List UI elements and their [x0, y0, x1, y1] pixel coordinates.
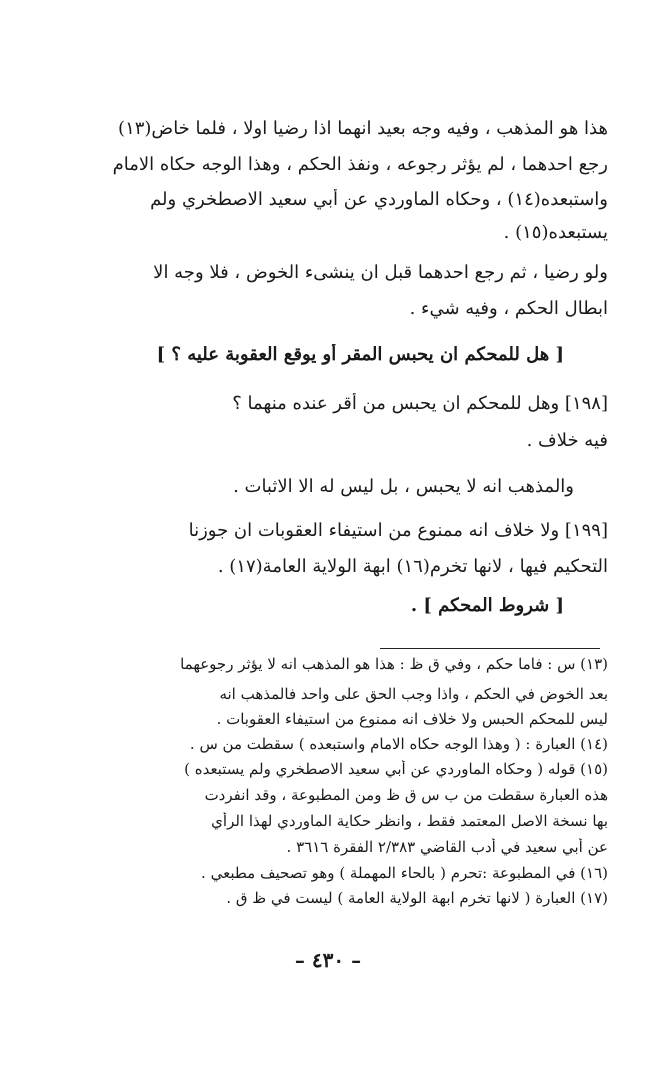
body-line: فيه خلاف . — [526, 430, 608, 451]
footnote-line: (١٤) العبارة : ( وهذا الوجه حكاه الامام واستبعده ) سقطت من س . — [189, 735, 608, 753]
body-line: واستبعده(١٤) ، وحكاه الماوردي عن أبي سعيد الاصطخري ولم — [150, 189, 608, 210]
body-line: [١٩٩] ولا خلاف انه ممنوع من استيفاء العقوبات ان جوزنا — [188, 520, 608, 541]
body-line: التحكيم فيها ، لانها تخرم(١٦) ابهة الولاية العامة(١٧) . — [217, 556, 608, 577]
body-line: ابطال الحكم ، وفيه شيء . — [409, 298, 608, 319]
footnote-line: هذه العبارة سقطت من ب س ق ظ ومن المطبوعة ، وقد انفردت — [204, 786, 608, 804]
body-line: ولو رضيا ، ثم رجع احدهما قبل ان ينشىء الخوض ، فلا وجه الا — [153, 262, 608, 283]
body-line: رجع احدهما ، لم يؤثر رجوعه ، ونفذ الحكم ، وهذا الوجه حكاه الامام — [112, 154, 608, 175]
footnote-line: (١٦) في المطبوعة :تحرم ( بالحاء المهملة ) وهو تصحيف مطبعي . — [201, 864, 608, 882]
footnote-line: بعد الخوض في الحكم ، واذا وجب الحق على واحد فالمذهب انه — [219, 685, 608, 703]
body-line: يستبعده(١٥) . — [503, 222, 608, 243]
body-line: [١٩٨] وهل للمحكم ان يحبس من أقر عنده منهما ؟ — [232, 393, 608, 414]
footnote-line: بها نسخة الاصل المعتمد فقط ، وانظر حكاية الماوردي لهذا الرأي — [211, 812, 608, 830]
footnote-line: (١٣) س : فاما حكم ، وفي ق ظ : هذا هو المذهب انه لا يؤثر رجوعهما — [180, 655, 608, 673]
footnote-line: عن أبي سعيد في أدب القاضي ٢/٣٨٣ الفقرة ٣٦١٦ . — [286, 838, 608, 856]
footnote-line: (١٥) قوله ( وحكاه الماوردي عن أبي سعيد الاصطخري ولم يستبعده ) — [184, 760, 608, 778]
page-number: – ٤٣٠ – — [294, 948, 362, 972]
body-line: والمذهب انه لا يحبس ، بل ليس له الا الاثبات . — [233, 476, 574, 497]
body-line: هذا هو المذهب ، وفيه وجه بعيد انهما اذا رضيا اولا ، فلما خاض(١٣) — [118, 118, 608, 139]
footnote-line: ليس للمحكم الحبس ولا خلاف انه ممنوع من استيفاء العقوبات . — [216, 710, 608, 728]
section-heading: [ شروط المحكم ] . — [410, 595, 564, 616]
section-heading: [ هل للمحكم ان يحبس المقر أو يوقع العقوبة عليه ؟ ] — [156, 344, 564, 365]
footnote-line: (١٧) العبارة ( لانها تخرم ابهة الولاية العامة ) ليست في ظ ق . — [226, 889, 608, 907]
footnote-separator — [380, 648, 600, 649]
